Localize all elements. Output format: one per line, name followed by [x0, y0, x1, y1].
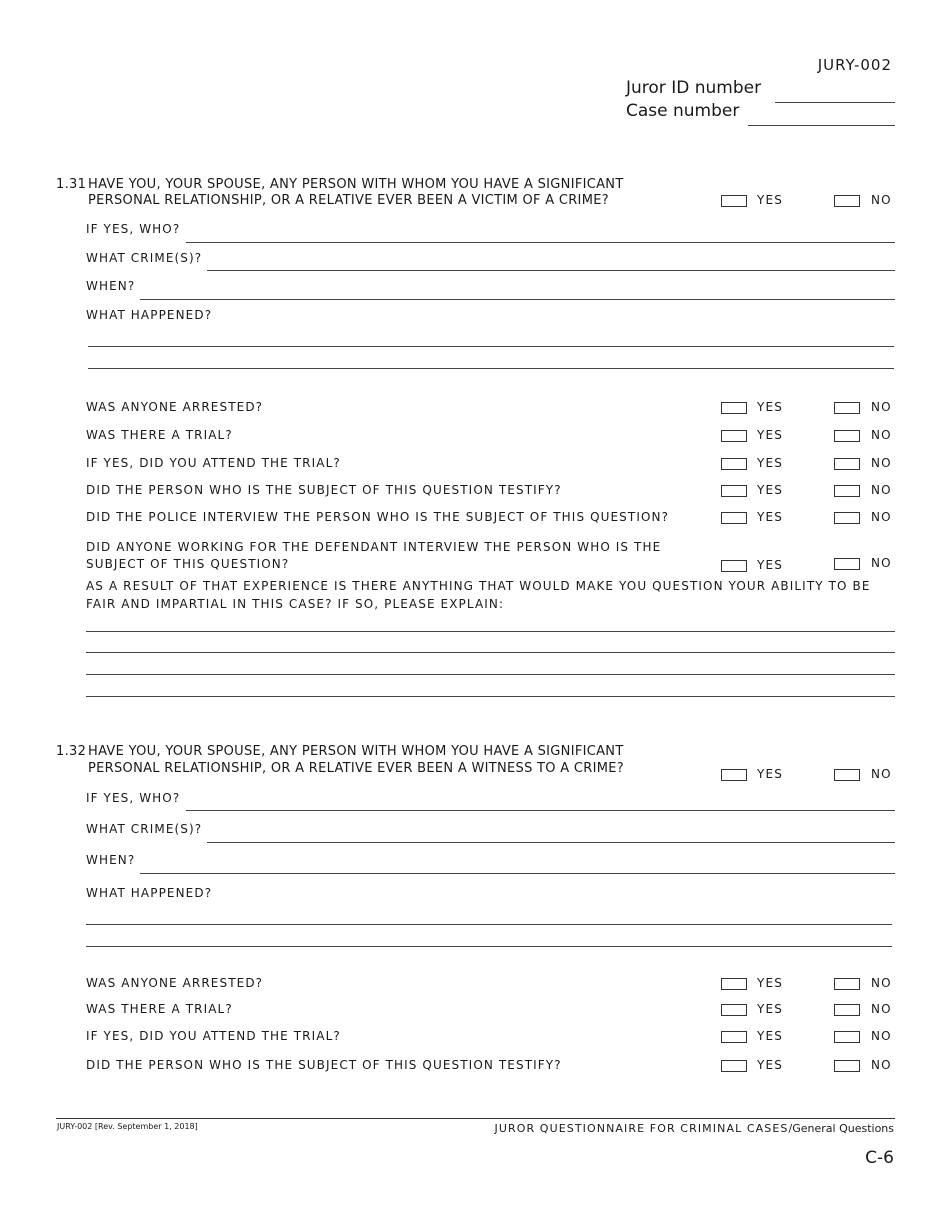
question-131-line1: HAVE YOU, YOUR SPOUSE, ANY PERSON WITH WHOM YOU HAVE A SIGNIFICANT	[88, 177, 624, 192]
no-label: NO	[871, 400, 892, 414]
q132-arrested-no-checkbox[interactable]	[834, 978, 860, 990]
testify-question: DID THE PERSON WHO IS THE SUBJECT OF THIS QUESTION TESTIFY?	[86, 483, 562, 497]
q131-explain-line-3[interactable]	[86, 674, 895, 675]
arrested-question: WAS ANYONE ARRESTED?	[86, 976, 264, 990]
q131-crimes-field[interactable]	[207, 270, 895, 271]
q132-attend-no-checkbox[interactable]	[834, 1031, 860, 1043]
q132-attend-yes-checkbox[interactable]	[721, 1031, 747, 1043]
case-number-field[interactable]	[748, 125, 895, 126]
footer-revision: JURY-002 [Rev. September 1, 2018]	[57, 1122, 198, 1131]
yes-label: YES	[757, 428, 784, 442]
q131-attend-no-checkbox[interactable]	[834, 458, 860, 470]
what-happened-label: WHAT HAPPENED?	[86, 308, 213, 322]
q131-who-field[interactable]	[186, 242, 895, 243]
no-label: NO	[871, 556, 892, 570]
q131-defendant-yes-checkbox[interactable]	[721, 560, 747, 572]
q131-police-yes-checkbox[interactable]	[721, 512, 747, 524]
footer-title-rest: /General Questions	[788, 1122, 894, 1135]
q132-happened-line-1[interactable]	[86, 924, 892, 925]
no-label: NO	[871, 1029, 892, 1043]
q131-explain-line-2[interactable]	[86, 652, 895, 653]
q131-happened-line-2[interactable]	[88, 368, 894, 369]
q132-who-field[interactable]	[186, 810, 895, 811]
q131-explain-line-4[interactable]	[86, 696, 895, 697]
no-label: NO	[871, 456, 892, 470]
q131-defendant-no-checkbox[interactable]	[834, 558, 860, 570]
footer-title-caps: JUROR QUESTIONNAIRE FOR CRIMINAL CASES	[494, 1122, 789, 1135]
question-132-line1: HAVE YOU, YOUR SPOUSE, ANY PERSON WITH WHOM YOU HAVE A SIGNIFICANT	[88, 744, 624, 759]
q131-victim-no-checkbox[interactable]	[834, 195, 860, 207]
yes-label: YES	[757, 976, 784, 990]
q132-happened-line-2[interactable]	[86, 946, 892, 947]
yes-label: YES	[757, 193, 784, 207]
testify-question: DID THE PERSON WHO IS THE SUBJECT OF THIS QUESTION TESTIFY?	[86, 1058, 562, 1072]
what-happened-label: WHAT HAPPENED?	[86, 886, 213, 900]
result-question-line2: FAIR AND IMPARTIAL IN THIS CASE? IF SO, PLEASE EXPLAIN:	[86, 597, 505, 611]
footer-title	[494, 1122, 894, 1135]
q131-testify-yes-checkbox[interactable]	[721, 485, 747, 497]
yes-label: YES	[757, 1002, 784, 1016]
yes-label: YES	[757, 1029, 784, 1043]
q131-police-no-checkbox[interactable]	[834, 512, 860, 524]
attend-question: IF YES, DID YOU ATTEND THE TRIAL?	[86, 456, 341, 470]
yes-label: YES	[757, 558, 784, 572]
trial-question: WAS THERE A TRIAL?	[86, 1002, 233, 1016]
q132-testify-yes-checkbox[interactable]	[721, 1060, 747, 1072]
no-label: NO	[871, 193, 892, 207]
arrested-question: WAS ANYONE ARRESTED?	[86, 400, 264, 414]
q132-trial-no-checkbox[interactable]	[834, 1004, 860, 1016]
juror-id-label: Juror ID number	[626, 78, 762, 98]
q131-trial-yes-checkbox[interactable]	[721, 430, 747, 442]
q131-arrested-no-checkbox[interactable]	[834, 402, 860, 414]
result-question-line1: AS A RESULT OF THAT EXPERIENCE IS THERE ANYTHING THAT WOULD MAKE YOU QUESTION YOUR ABILITY TO BE	[86, 579, 871, 593]
question-132-line2: PERSONAL RELATIONSHIP, OR A RELATIVE EVER BEEN A WITNESS TO A CRIME?	[88, 761, 624, 776]
trial-question: WAS THERE A TRIAL?	[86, 428, 233, 442]
q131-when-field[interactable]	[140, 299, 895, 300]
q132-when-field[interactable]	[140, 873, 895, 874]
yes-label: YES	[757, 1058, 784, 1072]
q131-trial-no-checkbox[interactable]	[834, 430, 860, 442]
q132-witness-yes-checkbox[interactable]	[721, 769, 747, 781]
when-label: WHEN?	[86, 853, 136, 867]
yes-label: YES	[757, 510, 784, 524]
no-label: NO	[871, 767, 892, 781]
question-number-131: 1.31	[56, 177, 87, 192]
what-crimes-label: WHAT CRIME(S)?	[86, 822, 203, 836]
if-yes-who-label: IF YES, WHO?	[86, 791, 181, 805]
police-question: DID THE POLICE INTERVIEW THE PERSON WHO IS THE SUBJECT OF THIS QUESTION?	[86, 510, 670, 524]
case-number-label: Case number	[626, 101, 740, 121]
attend-question: IF YES, DID YOU ATTEND THE TRIAL?	[86, 1029, 341, 1043]
q132-testify-no-checkbox[interactable]	[834, 1060, 860, 1072]
q131-victim-yes-checkbox[interactable]	[721, 195, 747, 207]
q131-happened-line-1[interactable]	[88, 346, 894, 347]
q132-crimes-field[interactable]	[207, 842, 895, 843]
defendant-question-line2: SUBJECT OF THIS QUESTION?	[86, 557, 290, 571]
yes-label: YES	[757, 767, 784, 781]
q132-witness-no-checkbox[interactable]	[834, 769, 860, 781]
juror-id-field[interactable]	[775, 102, 895, 103]
q131-arrested-yes-checkbox[interactable]	[721, 402, 747, 414]
no-label: NO	[871, 1058, 892, 1072]
q131-explain-line-1[interactable]	[86, 631, 895, 632]
no-label: NO	[871, 483, 892, 497]
no-label: NO	[871, 510, 892, 524]
what-crimes-label: WHAT CRIME(S)?	[86, 251, 203, 265]
yes-label: YES	[757, 483, 784, 497]
no-label: NO	[871, 976, 892, 990]
q132-trial-yes-checkbox[interactable]	[721, 1004, 747, 1016]
yes-label: YES	[757, 456, 784, 470]
q131-attend-yes-checkbox[interactable]	[721, 458, 747, 470]
no-label: NO	[871, 1002, 892, 1016]
defendant-question-line1: DID ANYONE WORKING FOR THE DEFENDANT INTERVIEW THE PERSON WHO IS THE	[86, 540, 662, 554]
q131-testify-no-checkbox[interactable]	[834, 485, 860, 497]
no-label: NO	[871, 428, 892, 442]
question-131-line2: PERSONAL RELATIONSHIP, OR A RELATIVE EVER BEEN A VICTIM OF A CRIME?	[88, 193, 609, 208]
question-number-132: 1.32	[56, 744, 87, 759]
page-number: C-6	[865, 1148, 894, 1168]
form-id: JURY-002	[817, 56, 892, 74]
q132-arrested-yes-checkbox[interactable]	[721, 978, 747, 990]
yes-label: YES	[757, 400, 784, 414]
if-yes-who-label: IF YES, WHO?	[86, 222, 181, 236]
footer-divider	[56, 1118, 895, 1119]
when-label: WHEN?	[86, 279, 136, 293]
